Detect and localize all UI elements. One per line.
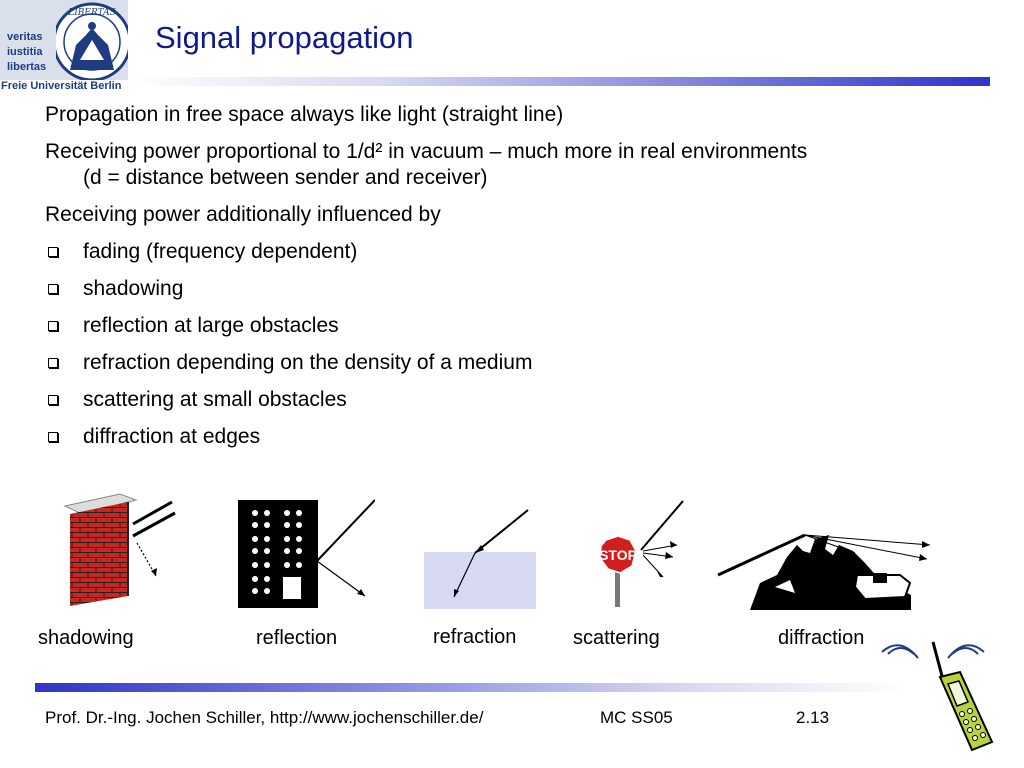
text-free-space-label: Propagation in free space always like light (straight line): [45, 103, 564, 126]
footer-page-number: 2.13: [796, 708, 830, 727]
slide-body: [45, 102, 995, 461]
seal-icon: [56, 0, 128, 80]
bullet-label: refraction depending on the density of a medium: [83, 351, 533, 374]
checkbox-bullet-icon: [48, 284, 58, 294]
seal-text: LIBERTAS: [68, 8, 116, 18]
bullet-label: scattering at small obstacles: [83, 388, 347, 411]
caption-shadowing: shadowing: [38, 627, 134, 649]
caption-refraction: refraction: [433, 626, 517, 648]
bullet-label: shadowing: [83, 277, 184, 300]
text-influenced-by-label: Receiving power additionally influenced by: [45, 203, 441, 226]
refraction-illustration: [420, 505, 540, 613]
caption-reflection: reflection: [256, 627, 338, 649]
footer-course: MC SS05: [600, 708, 673, 727]
caption-diffraction: diffraction: [778, 627, 865, 649]
bullet-item: [45, 387, 995, 413]
checkbox-bullet-icon: [48, 358, 58, 368]
text-receiving-power-line2: (d = distance between sender and receiver): [83, 166, 488, 189]
motto-line-libertas: libertas: [7, 61, 47, 73]
bullet-label: diffraction at edges: [83, 425, 261, 448]
bullet-item: [45, 239, 995, 265]
shadowing-illustration: [60, 488, 190, 613]
stop-sign-label: STOP: [599, 547, 637, 563]
footer-author: Prof. Dr.-Ing. Jochen Schiller, http://www.jochenschiller.de/: [45, 708, 484, 727]
bullet-item: [45, 313, 995, 339]
text-free-space: [45, 102, 995, 128]
page-title: Signal propagation: [155, 20, 414, 55]
footer-divider: [35, 683, 905, 692]
motto-line-veritas: veritas: [7, 31, 43, 43]
university-name: Freie Universität Berlin: [1, 80, 122, 92]
reflection-illustration: [235, 495, 375, 610]
checkbox-bullet-icon: [48, 395, 58, 405]
scattering-illustration: [593, 495, 693, 610]
bullet-item: [45, 276, 995, 302]
checkbox-bullet-icon: [48, 321, 58, 331]
bullet-item: [45, 350, 995, 376]
checkbox-bullet-icon: [48, 247, 58, 257]
bullet-label: reflection at large obstacles: [83, 314, 339, 337]
logo-motto: [7, 30, 46, 75]
motto-line-iustitia: iustitia: [7, 46, 43, 58]
university-logo: [0, 0, 130, 95]
mobile-phone-icon: [880, 632, 1010, 762]
caption-scattering: scattering: [573, 627, 660, 649]
text-influenced-by: [45, 202, 995, 228]
text-receiving-power: [45, 139, 995, 191]
header-divider: [130, 77, 990, 86]
bullet-label: fading (frequency dependent): [83, 240, 358, 263]
diffraction-illustration: [715, 525, 940, 615]
bullet-item: [45, 424, 995, 450]
text-receiving-power-line1: Receiving power proportional to 1/d² in vacuum – much more in real environments: [45, 140, 808, 163]
checkbox-bullet-icon: [48, 432, 58, 442]
